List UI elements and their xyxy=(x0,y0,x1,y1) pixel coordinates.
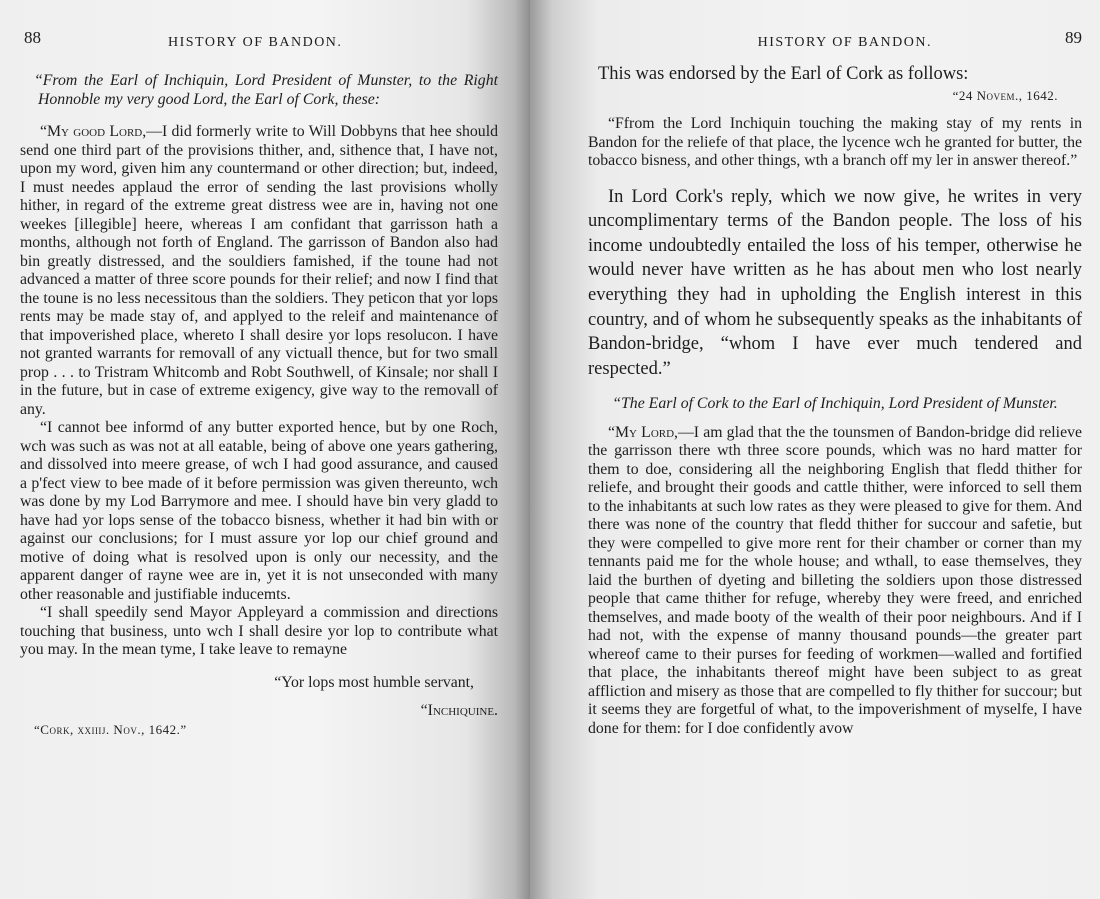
left-body xyxy=(20,52,498,739)
right-body xyxy=(588,52,1082,738)
right-page-number: 89 xyxy=(1065,28,1082,47)
cork-letter-body: —I am glad that the the tounsmen of Bandon-bridge did relieve the garrisson there wth three score pounds, which was no hard matter for them to doe, considering all the neighboring English that fledd thither for reliefe, and brought their goods and cattle thither, were inforced to sell them to the inhabitants at such low rates as they were pleased to give for them. And there was none of the country that fledd thither for succour and safetie, but they were compelled to give more rent for their chamber or corner than my tennants paid me for the whole house; and wthall, to ease themselves, they laid the burthen of dyeting and billeting the soldiers upon those distressed people that came thither for refuge, whereby they were freed, and enriched themselves, and made booty of the wealth of their poor neighbours. And if I had not, with the expense of manny thousand pounds—the greater part whereof came to their purses for feeding of workmen—walled and fortified that place, the inhabitants thereof might have been subject to as great affliction and misery as those that are compelled to fly thither for succour; but it seems they are forgetful of what, to the impoverishment of myselfe, I have done for them: for I doe confidently avow xyxy=(588,423,1082,737)
letter-paragraph-1 xyxy=(20,123,498,419)
left-page xyxy=(0,0,530,899)
right-page xyxy=(530,0,1100,899)
cork-letter-text xyxy=(588,424,1082,739)
narrative-paragraph: In Lord Cork's reply, which we now give, he writes in very uncomplimentary terms of the Bandon people. The loss of his income undoubtedly entailed the loss of his temper, otherwise he would never have written as he has about men who lost nearly everything they had in upholding the English interest in this country, and of whom he subsequently speaks as the inhabitants of Bandon-bridge, “whom I have ever much tendered and respected.” xyxy=(588,186,1082,379)
endorsement-date: “24 Novem., 1642. xyxy=(952,87,1058,103)
letter-paragraph-3: “I shall speedily send Mayor Appleyard a commission and directions touching that business, unto wch I shall desire yor lop to contribute what you may. In the mean tyme, I take leave to remayne xyxy=(20,604,498,658)
right-running-title: HISTORY OF BANDON. xyxy=(757,35,932,50)
salutation-my-good-lord: “My good Lord, xyxy=(40,123,147,140)
left-page-number: 88 xyxy=(24,28,41,47)
left-running-title: HISTORY OF BANDON. xyxy=(168,35,343,50)
endorsement-intro: This was endorsed by the Earl of Cork as follows: xyxy=(598,64,969,84)
salutation-my-lord: “My Lord, xyxy=(608,423,678,441)
left-running-head xyxy=(20,22,498,52)
letter-heading-cork: “The Earl of Cork to the Earl of Inchiquin, Lord President of Munster. xyxy=(612,395,1058,413)
right-running-head xyxy=(588,22,1082,52)
letter-closing: “Yor lops most humble servant, xyxy=(274,673,474,691)
endorsement-text: “Ffrom the Lord Inchiquin touching the making stay of my rents in Bandon for the reliefe of that place, the lycence wch he granted for butter, the tobacco bisness, and other things, wth a branch off my ler in answer thereof.” xyxy=(588,115,1082,170)
letter-signature: “Inchiquine. xyxy=(420,702,498,719)
letter-paragraph-1-text: —I did formerly write to Will Dobbyns that hee should send one third part of the provisions thither, and, sithence that, I have not, upon my word, given him any countermand or other direction; but, indeed, I must needes applaud the error of sending the last provisions wholly hither, in regard of the extreme great distress wee are in, having not one weekes [illegible] heere, whereas I am confidant that garrisson hath a months, although not forth of England. The garrisson of Bandon also had bin greatly distressed, and the souldiers famished, if the toune had not advanced a matter of three score pounds for their relief; and now I find that the toune is no less necessitous than the soldiers. They peticon that yor lops rents may be made stay of, and applyed to the releif and maintenance of that impoverished place, whereto I shall desire yor lops resolucon. I have not granted warrants for removall of any victuall thence, but for two small prop . . . to Tristram Whitcomb and Robt Southwell, of Kinsale; nor shall I in the future, but in case of extreme exigency, give way to the removall of any. xyxy=(20,123,498,418)
letter-heading-inchiquin: “From the Earl of Inchiquin, Lord President of Munster, to the Right Honnoble my very good Lord, the Earl of Cork, these: xyxy=(34,72,498,108)
letter-date: “Cork, xxiiij. Nov., 1642.” xyxy=(34,721,187,737)
letter-paragraph-2: “I cannot bee informd of any butter exported hence, but by one Roch, wch was such as was not at all eatable, being of above one years gathering, and dissolved into meere grease, of wch I had good assurance, and caused a p'fect view to bee made of it before permission was given thereunto, wch was done by my Lod Barrymore and mee. I should have bin very gladd to have had yor lops sense of the tobacco bisness, whether it had bin with or against our conclusions; for I must assure yor lop our chief ground and motive of doing what is resolved upon is only our necessity, and the apparent danger of rayne wee are in, yet it is not unseconded with many other reasonable and justifiable inducemts. xyxy=(20,419,498,603)
